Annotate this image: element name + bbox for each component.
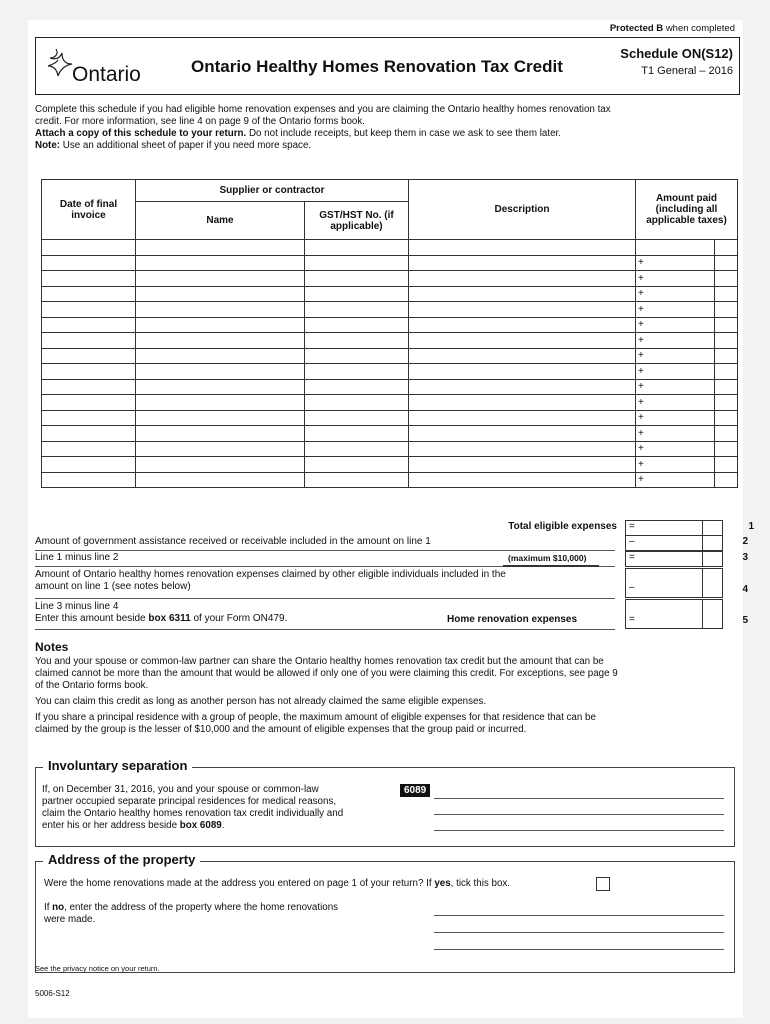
plus-sign[interactable]: + <box>636 441 715 457</box>
form-code: 5006-S12 <box>35 989 70 998</box>
table-cell[interactable] <box>409 333 636 349</box>
table-cell[interactable] <box>42 441 136 457</box>
schedule-code: Schedule ON(S12) <box>620 46 733 61</box>
table-cell[interactable] <box>715 271 738 287</box>
table-cell[interactable] <box>409 271 636 287</box>
table-cell[interactable] <box>305 379 409 395</box>
plus-sign[interactable]: + <box>636 317 715 333</box>
table-cell[interactable] <box>42 317 136 333</box>
table-cell[interactable] <box>136 472 305 488</box>
table-cell[interactable] <box>409 441 636 457</box>
table-cell[interactable] <box>409 240 636 256</box>
plus-sign[interactable]: + <box>636 379 715 395</box>
table-cell[interactable] <box>305 302 409 318</box>
col-date-of-invoice: Date of final invoice <box>42 180 136 240</box>
table-cell[interactable] <box>42 333 136 349</box>
table-cell[interactable] <box>42 379 136 395</box>
form-header <box>35 37 740 95</box>
table-row[interactable] <box>42 457 738 473</box>
table-cell[interactable] <box>42 426 136 442</box>
table-cell[interactable] <box>136 286 305 302</box>
table-cell[interactable] <box>409 395 636 411</box>
col-gst-hst: GST/HST No. (if applicable) <box>305 202 409 240</box>
plus-sign[interactable]: + <box>636 364 715 380</box>
table-cell[interactable] <box>136 441 305 457</box>
table-row[interactable] <box>42 240 738 256</box>
address-line-3[interactable] <box>434 830 724 831</box>
line2-box[interactable]: – <box>625 535 723 551</box>
table-cell[interactable] <box>715 441 738 457</box>
line3-box[interactable]: = <box>625 551 723 567</box>
table-cell[interactable] <box>715 317 738 333</box>
plus-sign[interactable]: + <box>636 302 715 318</box>
table-cell[interactable] <box>136 271 305 287</box>
address-of-property-section: Address of the property Were the home renovations made at the address you entered on page 1 of your return? If yes, tick this box. If no, enter the address of the property where the home renovations were made. <box>35 861 735 973</box>
privacy-notice: See the privacy notice on your return. <box>35 964 160 973</box>
plus-sign[interactable]: + <box>636 286 715 302</box>
same-address-question: Were the home renovations made at the address you entered on page 1 of your return? If yes, tick this box. <box>44 878 511 889</box>
table-cell[interactable] <box>305 426 409 442</box>
table-row[interactable] <box>42 333 738 349</box>
table-cell[interactable] <box>409 317 636 333</box>
table-cell[interactable] <box>715 333 738 349</box>
table-cell[interactable] <box>136 240 305 256</box>
table-cell[interactable] <box>305 348 409 364</box>
table-row[interactable] <box>42 317 738 333</box>
table-cell[interactable] <box>305 410 409 426</box>
table-row[interactable] <box>42 255 738 271</box>
col-description: Description <box>409 180 636 240</box>
table-cell[interactable] <box>305 441 409 457</box>
plus-sign[interactable]: + <box>636 333 715 349</box>
property-address-line-1[interactable] <box>434 915 724 916</box>
table-row[interactable] <box>42 286 738 302</box>
table-cell[interactable] <box>715 255 738 271</box>
form-page <box>28 20 754 1018</box>
form-title: Ontario Healthy Homes Renovation Tax Credit <box>191 57 563 76</box>
table-row[interactable] <box>42 271 738 287</box>
table-cell[interactable] <box>136 302 305 318</box>
table-cell[interactable] <box>305 240 409 256</box>
table-cell[interactable] <box>305 333 409 349</box>
table-cell[interactable] <box>409 255 636 271</box>
table-cell[interactable] <box>715 379 738 395</box>
table-cell[interactable] <box>136 317 305 333</box>
ontario-logo: Ontario <box>46 46 166 86</box>
table-cell[interactable] <box>136 426 305 442</box>
table-cell[interactable] <box>42 457 136 473</box>
line1-box[interactable]: = <box>625 520 723 536</box>
address-line-2[interactable] <box>434 814 724 815</box>
table-cell[interactable] <box>305 472 409 488</box>
line-4: Amount of Ontario healthy homes renovation expenses claimed by other eligible individuals included in the amount on line 1 (see notes below) – 4 <box>35 568 722 598</box>
property-address-line-2[interactable] <box>434 932 724 933</box>
table-cell[interactable] <box>409 348 636 364</box>
table-cell[interactable] <box>409 457 636 473</box>
table-cell[interactable] <box>136 348 305 364</box>
table-row[interactable] <box>42 472 738 488</box>
table-cell[interactable] <box>42 472 136 488</box>
plus-sign[interactable]: + <box>636 472 715 488</box>
table-row[interactable] <box>42 395 738 411</box>
table-row[interactable] <box>42 410 738 426</box>
line-1: Total eligible expenses = 1 <box>41 520 722 534</box>
line4-box[interactable]: – <box>625 568 723 598</box>
plus-sign[interactable]: + <box>636 255 715 271</box>
plus-sign[interactable]: + <box>636 348 715 364</box>
table-cell[interactable] <box>42 410 136 426</box>
table-cell[interactable] <box>42 271 136 287</box>
address-line-1[interactable] <box>434 798 724 799</box>
table-row[interactable] <box>42 426 738 442</box>
table-cell[interactable] <box>42 286 136 302</box>
table-cell[interactable] <box>136 255 305 271</box>
notes-text: You and your spouse or common-law partner can share the Ontario healthy homes renovation tax credit but the amount that can be claimed cannot be more than the amount that would be allowed if only one of you were claiming this credit. For exceptions, see page 9 of the Ontario forms book. You can claim this credit as long as another person has not already claimed the same eligible expenses. If you share a principal residence with a group of people, the maximum amount of eligible expenses for that residence that can be claimed by the group is the lesser of $10,000 and the amount of eligible expenses that the group paid or incurred. <box>35 656 618 735</box>
table-cell[interactable] <box>305 317 409 333</box>
table-cell[interactable] <box>715 426 738 442</box>
table-cell[interactable] <box>409 379 636 395</box>
table-cell[interactable] <box>305 286 409 302</box>
table-cell[interactable] <box>715 457 738 473</box>
table-cell[interactable] <box>715 348 738 364</box>
table-cell[interactable] <box>42 302 136 318</box>
notes-heading: Notes <box>35 640 69 654</box>
table-cell[interactable] <box>409 364 636 380</box>
table-row[interactable] <box>42 379 738 395</box>
expenses-table <box>41 179 738 488</box>
table-cell[interactable] <box>409 410 636 426</box>
col-supplier: Supplier or contractor <box>136 180 409 202</box>
table-cell[interactable] <box>409 426 636 442</box>
table-row[interactable] <box>42 364 738 380</box>
table-cell[interactable] <box>136 457 305 473</box>
property-address-line-3[interactable] <box>434 949 724 950</box>
table-cell[interactable] <box>715 240 738 256</box>
box-6089-code: 6089 <box>400 784 430 797</box>
table-cell[interactable] <box>715 302 738 318</box>
table-row[interactable] <box>42 348 738 364</box>
table-cell[interactable] <box>715 364 738 380</box>
line-2: Amount of government assistance received or receivable included in the amount on line 1 – 2 <box>35 535 722 549</box>
line-5: Line 3 minus line 4 Enter this amount beside box 6311 of your Form ON479. Home renovation expenses = 5 <box>35 599 722 629</box>
line5-box[interactable]: = <box>625 599 723 629</box>
same-address-checkbox[interactable] <box>596 877 610 891</box>
table-cell[interactable] <box>136 395 305 411</box>
table-cell[interactable] <box>636 240 715 256</box>
table-cell[interactable] <box>409 286 636 302</box>
table-cell[interactable] <box>409 472 636 488</box>
form-year: T1 General – 2016 <box>641 65 733 77</box>
plus-sign[interactable]: + <box>636 271 715 287</box>
plus-sign[interactable]: + <box>636 457 715 473</box>
plus-sign[interactable]: + <box>636 410 715 426</box>
table-cell[interactable] <box>136 364 305 380</box>
table-row[interactable] <box>42 302 738 318</box>
table-cell[interactable] <box>715 472 738 488</box>
table-cell[interactable] <box>305 457 409 473</box>
table-cell[interactable] <box>715 410 738 426</box>
plus-sign[interactable]: + <box>636 395 715 411</box>
table-cell[interactable] <box>42 395 136 411</box>
involuntary-separation-section: Involuntary separation If, on December 31, 2016, you and your spouse or common-law partner occupied separate principal residences for medical reasons, claim the Ontario healthy homes renovation tax credit individually and enter his or her address beside box 6089. 6089 <box>35 767 735 847</box>
table-cell[interactable] <box>42 364 136 380</box>
col-amount-paid: Amount paid (including all applicable taxes) <box>636 180 738 240</box>
table-cell[interactable] <box>305 271 409 287</box>
table-cell[interactable] <box>305 255 409 271</box>
table-cell[interactable] <box>42 348 136 364</box>
table-cell[interactable] <box>136 379 305 395</box>
table-cell[interactable] <box>136 410 305 426</box>
protected-notice: Protected B when completed <box>609 23 735 34</box>
table-cell[interactable] <box>409 302 636 318</box>
table-row[interactable] <box>42 441 738 457</box>
plus-sign[interactable]: + <box>636 426 715 442</box>
table-cell[interactable] <box>715 286 738 302</box>
intro-text: Complete this schedule if you had eligible home renovation expenses and you are claiming the Ontario healthy homes renovation tax credit. For more information, see line 4 on page 9 of the Ontario forms book. Attach a copy of this schedule to your return. Do not include receipts, but keep them in case we ask to see them later. Note: Use an additional sheet of paper if you need more space. <box>35 104 611 151</box>
line-3: Line 1 minus line 2 (maximum $10,000) = 3 <box>35 551 722 565</box>
table-cell[interactable] <box>305 364 409 380</box>
col-name: Name <box>136 202 305 240</box>
table-cell[interactable] <box>305 395 409 411</box>
table-cell[interactable] <box>42 255 136 271</box>
table-cell[interactable] <box>136 333 305 349</box>
table-cell[interactable] <box>715 395 738 411</box>
table-cell[interactable] <box>42 240 136 256</box>
